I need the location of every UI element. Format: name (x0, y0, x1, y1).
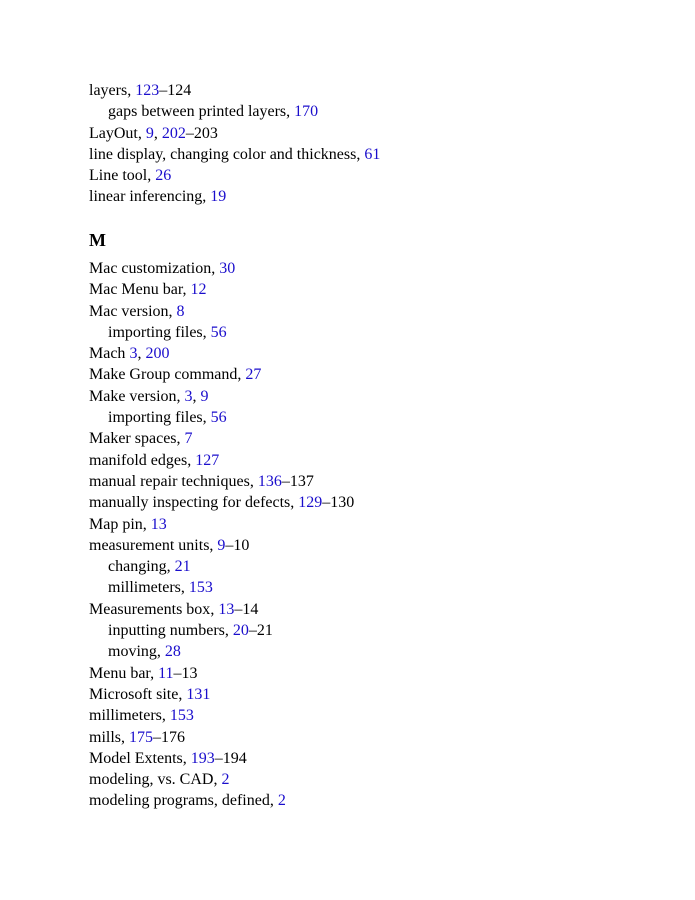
index-term: millimeters (89, 707, 162, 725)
page-range-end: 176 (161, 728, 186, 746)
page-link[interactable]: 202 (161, 124, 186, 142)
index-entry-mach: Mach 3, 200 (89, 345, 170, 363)
index-entry-microsoft-site: Microsoft site, 131 (89, 685, 211, 703)
index-term: measurement units (89, 536, 210, 554)
index-entry-manual-repair-techniques: manual repair techniques, 136–137 (89, 472, 314, 490)
index-entry-line-display-changing-color-and-thickness: line display, changing color and thickness, 61 (89, 145, 381, 163)
index-entry-mac-customization: Mac customization, 30 (89, 260, 236, 277)
index-entry-layout: LayOut, 9, 202–203 (89, 124, 218, 142)
index-entry-mills: mills, 175–176 (89, 728, 186, 746)
index-entry-measurements-box: Measurements box, 13–14 (89, 600, 259, 618)
page-range-end: 130 (330, 494, 355, 512)
index-term: manifold edges (89, 451, 188, 469)
page-link[interactable]: 56 (210, 409, 227, 427)
index-term: line display, changing color and thickness (89, 145, 357, 163)
page-link[interactable]: 20 (232, 622, 249, 640)
index-entry-manifold-edges: manifold edges, 127 (89, 451, 220, 469)
index-entries-m (89, 258, 354, 812)
page-link[interactable]: 9 (200, 387, 209, 405)
index-term: importing files (108, 409, 203, 427)
index-term: Menu bar (89, 664, 151, 682)
page-link[interactable]: 136 (257, 472, 282, 490)
page-link[interactable]: 127 (195, 451, 220, 469)
index-term: Model Extents (89, 749, 183, 767)
page-link[interactable]: 170 (294, 103, 319, 121)
index-entry-make-version: Make version, 3, 9 (89, 387, 209, 405)
index-entry-modeling-programs-defined: modeling programs, defined, 2 (89, 792, 286, 810)
page-link[interactable]: 26 (155, 167, 172, 185)
page-link[interactable]: 8 (176, 302, 185, 320)
page-range-end: 21 (256, 622, 273, 640)
page-range-end: 194 (222, 749, 247, 767)
index-entry-measurement-units: measurement units, 9–10 (89, 536, 250, 554)
page-link[interactable]: 193 (190, 749, 215, 767)
index-subentry-inputting-numbers: inputting numbers, 20–21 (108, 622, 273, 640)
index-term: inputting numbers (108, 622, 225, 640)
index-term: Mac Menu bar (89, 281, 183, 299)
index-entry-mac-menu-bar: Mac Menu bar, 12 (89, 281, 207, 299)
page-link[interactable]: 19 (210, 188, 227, 206)
index-entry-mac-version: Mac version, 8 (89, 302, 185, 320)
index-term: Make Group command (89, 366, 238, 384)
index-term: modeling programs, defined (89, 792, 270, 810)
page-range-end: 14 (242, 600, 259, 618)
index-entry-modeling-vs-cad: modeling, vs. CAD, 2 (89, 771, 230, 789)
index-term: Microsoft site (89, 685, 179, 703)
section-heading-m: M (89, 230, 106, 250)
index-entry-maker-spaces: Maker spaces, 7 (89, 430, 193, 448)
index-term: Mach (89, 345, 126, 363)
index-subentry-millimeters: millimeters, 153 (108, 579, 213, 597)
index-entry-layers: layers, 123–124 (89, 82, 192, 99)
index-subentry-importing-files: importing files, 56 (108, 323, 227, 341)
index-term: Mac customization (89, 260, 212, 277)
index-term: mills (89, 728, 122, 746)
index-entry-model-extents: Model Extents, 193–194 (89, 749, 247, 767)
index-term: changing (108, 558, 167, 576)
index-term: gaps between printed layers (108, 103, 287, 121)
index-term: Mac version (89, 302, 169, 320)
page-link[interactable]: 7 (184, 430, 193, 448)
page-link[interactable]: 13 (218, 600, 235, 618)
page-link[interactable]: 21 (174, 558, 191, 576)
index-term: LayOut (89, 124, 138, 142)
page-range-end: 203 (193, 124, 218, 142)
index-term: moving (108, 643, 157, 661)
index-subentry-moving: moving, 28 (108, 643, 181, 661)
index-subentry-importing-files: importing files, 56 (108, 409, 227, 427)
page-range-end: 13 (181, 664, 198, 682)
page-link[interactable]: 9 (145, 124, 154, 142)
index-term: modeling, vs. CAD (89, 771, 214, 789)
index-entry-millimeters: millimeters, 153 (89, 707, 194, 725)
index-term: Line tool (89, 167, 148, 185)
page-link[interactable]: 56 (210, 323, 227, 341)
index-subentry-changing: changing, 21 (108, 558, 191, 576)
page-range-end: 137 (289, 472, 314, 490)
index-term: manual repair techniques (89, 472, 250, 490)
page-link[interactable]: 28 (164, 643, 181, 661)
page-link[interactable]: 175 (129, 728, 154, 746)
index-term: Measurements box (89, 600, 211, 618)
index-term: Make version (89, 387, 177, 405)
index-entries-l (89, 80, 380, 208)
page-link[interactable]: 61 (364, 145, 381, 163)
index-term: manually inspecting for defects (89, 494, 291, 512)
page-link[interactable]: 9 (217, 536, 226, 554)
page-link[interactable]: 27 (245, 366, 262, 384)
page-link[interactable]: 131 (186, 685, 211, 703)
index-entry-manually-inspecting-for-defects: manually inspecting for defects, 129–130 (89, 494, 355, 512)
index-subentry-gaps-between-printed-layers: gaps between printed layers, 170 (108, 103, 319, 121)
index-entry-line-tool: Line tool, 26 (89, 167, 172, 185)
page-link[interactable]: 13 (150, 515, 167, 533)
index-entry-make-group-command: Make Group command, 27 (89, 366, 262, 384)
page-link[interactable]: 2 (277, 792, 286, 810)
index-term: Maker spaces (89, 430, 177, 448)
page-link[interactable]: 123 (135, 82, 160, 99)
page-link[interactable]: 153 (169, 707, 194, 725)
page-link[interactable]: 11 (158, 664, 174, 682)
index-entry-linear-inferencing: linear inferencing, 19 (89, 188, 227, 206)
index-entry-menu-bar: Menu bar, 11–13 (89, 664, 198, 682)
page-link[interactable]: 3 (184, 387, 193, 405)
index-entry-map-pin: Map pin, 13 (89, 515, 167, 533)
index-term: Map pin (89, 515, 143, 533)
index-term: layers (89, 82, 128, 99)
page-link[interactable]: 153 (188, 579, 213, 597)
page-link[interactable]: 12 (190, 281, 207, 299)
index-term: importing files (108, 323, 203, 341)
page-link[interactable]: 3 (129, 345, 138, 363)
page-range-end: 10 (233, 536, 250, 554)
index-term: linear inferencing (89, 188, 203, 206)
page-link[interactable]: 30 (219, 260, 236, 277)
page-link[interactable]: 200 (145, 345, 170, 363)
index-term: millimeters (108, 579, 181, 597)
page-link[interactable]: 129 (298, 494, 323, 512)
page-link[interactable]: 2 (221, 771, 230, 789)
page-range-end: 124 (167, 82, 192, 99)
